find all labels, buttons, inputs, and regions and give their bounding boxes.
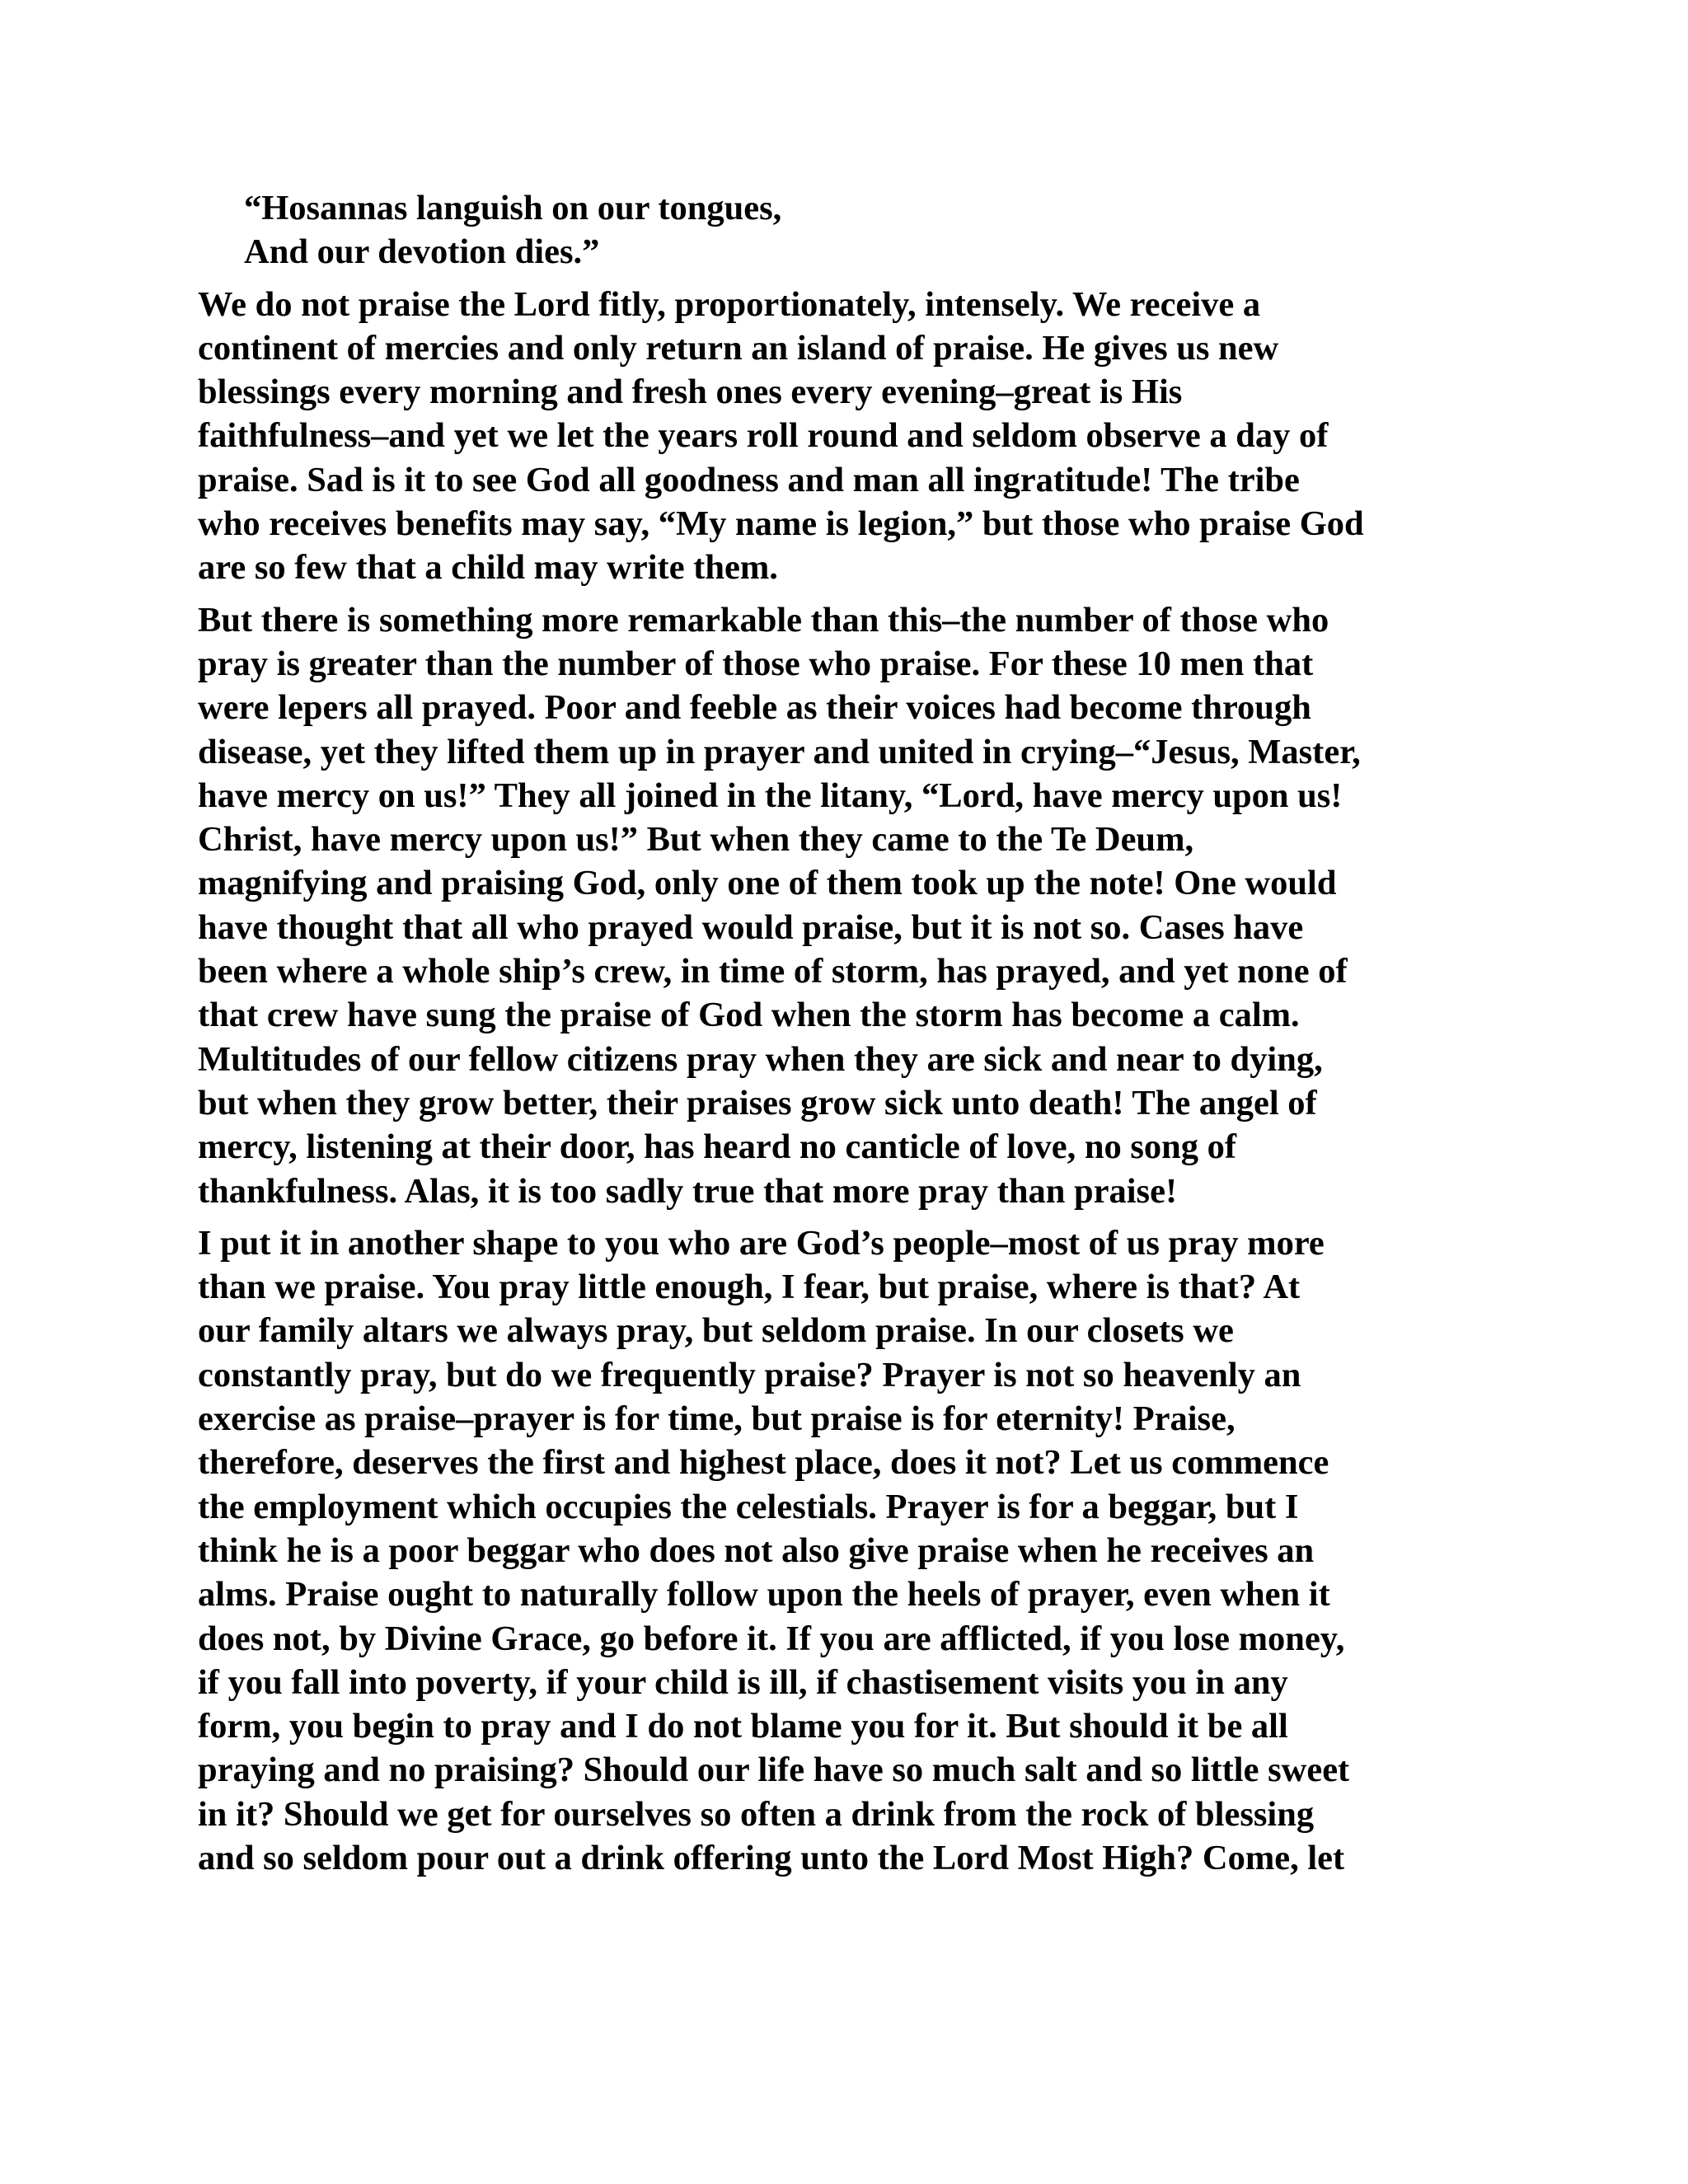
text-line: disease, yet they lifted them up in prayer and united in crying–“Jesus, Master,: [198, 732, 1361, 771]
text-line: blessings every morning and fresh ones every evening–great is His: [198, 373, 1183, 412]
text-line: that crew have sung the praise of God when the storm has become a calm.: [198, 996, 1300, 1035]
text-line: faithfulness–and yet we let the years roll round and seldom observe a day of: [198, 416, 1329, 456]
text-line: magnifying and praising God, only one of them took up the note! One would: [198, 864, 1337, 903]
text-line: thankfulness. Alas, it is too sadly true that more pray than praise!: [198, 1171, 1178, 1211]
paragraph-1: [198, 283, 1517, 590]
text-line: continent of mercies and only return an island of praise. He gives us new: [198, 328, 1279, 368]
text-line: form, you begin to pray and I do not blame you for it. But should it be all: [198, 1707, 1288, 1746]
text-line: constantly pray, but do we frequently praise? Prayer is not so heavenly an: [198, 1355, 1301, 1394]
text-line: our family altars we always pray, but seldom praise. In our closets we: [198, 1311, 1234, 1351]
paragraph-2: [198, 598, 1517, 1213]
text-line: have thought that all who prayed would praise, but it is not so. Cases have: [198, 907, 1304, 947]
hymn-line: “Hosannas languish on our tongues,: [244, 189, 782, 227]
text-line: the employment which occupies the celestials. Prayer is for a beggar, but I: [198, 1487, 1299, 1526]
hymn-line: And our devotion dies.”: [244, 232, 600, 272]
text-line: does not, by Divine Grace, go before it. If you are afflicted, if you lose money,: [198, 1619, 1345, 1658]
text-line: but when they grow better, their praises grow sick unto death! The angel of: [198, 1083, 1317, 1122]
text-line: therefore, deserves the first and highest place, does it not? Let us commence: [198, 1443, 1329, 1483]
text-line: who receives benefits may say, “My name is legion,” but those who praise God: [198, 504, 1364, 544]
text-line: think he is a poor beggar who does not also give praise when he receives an: [198, 1530, 1315, 1570]
text-line: in it? Should we get for ourselves so often a drink from the rock of blessing: [198, 1794, 1315, 1834]
text-line: if you fall into poverty, if your child is ill, if chastisement visits you in any: [198, 1662, 1288, 1702]
document-body: [198, 186, 1517, 1888]
text-line: alms. Praise ought to naturally follow upon the heels of prayer, even when it: [198, 1575, 1330, 1615]
text-line: Christ, have mercy upon us!” But when they came to the Te Deum,: [198, 820, 1194, 860]
text-line: exercise as praise–prayer is for time, but praise is for eternity! Praise,: [198, 1399, 1236, 1439]
text-line: than we praise. You pray little enough, I fear, but praise, where is that? At: [198, 1268, 1301, 1307]
text-line: But there is something more remarkable than this–the number of those who: [198, 600, 1329, 640]
text-line: I put it in another shape to you who are God’s people–most of us pray more: [198, 1223, 1325, 1263]
text-line: Multitudes of our fellow citizens pray when they are sick and near to dying,: [198, 1039, 1323, 1079]
text-line: and so seldom pour out a drink offering unto the Lord Most High? Come, let: [198, 1838, 1345, 1877]
text-line: been where a whole ship’s crew, in time of storm, has prayed, and yet none of: [198, 952, 1348, 991]
text-line: are so few that a child may write them.: [198, 548, 778, 588]
text-line: praying and no praising? Should our life have so much salt and so little sweet: [198, 1750, 1350, 1790]
paragraph-3: [198, 1221, 1517, 1880]
text-line: were lepers all prayed. Poor and feeble as their voices had become through: [198, 688, 1311, 728]
text-line: praise. Sad is it to see God all goodness and man all ingratitude! The tribe: [198, 460, 1300, 499]
text-line: have mercy on us!” They all joined in the litany, “Lord, have mercy upon us!: [198, 776, 1343, 815]
hymn-quote: [198, 186, 1517, 274]
text-line: We do not praise the Lord fitly, proportionately, intensely. We receive a: [198, 284, 1261, 324]
text-line: mercy, listening at their door, has heard no canticle of love, no song of: [198, 1127, 1237, 1167]
text-line: pray is greater than the number of those who praise. For these 10 men that: [198, 644, 1314, 683]
